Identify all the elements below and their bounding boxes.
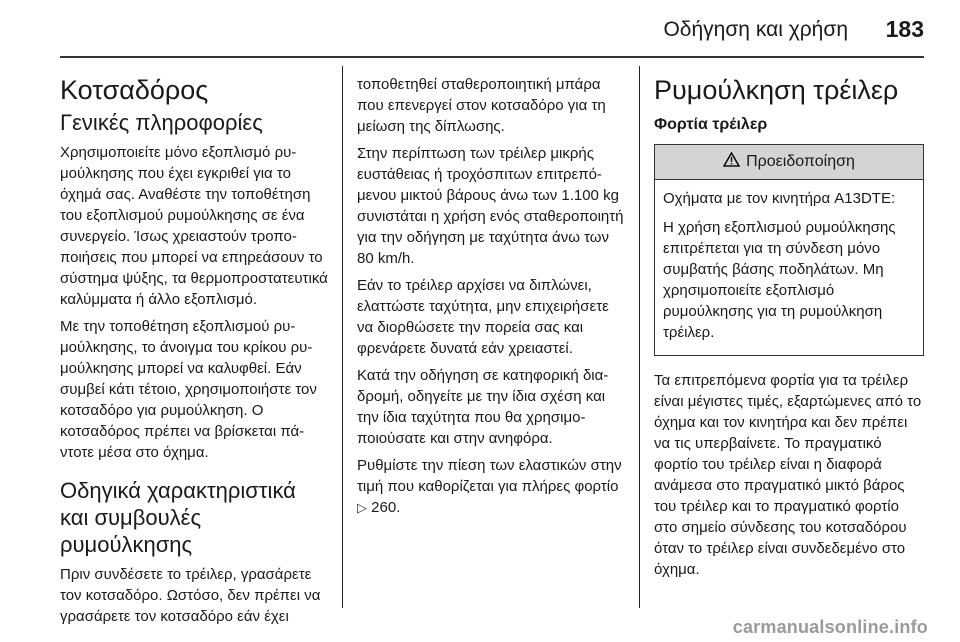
header-title: Οδήγηση και χρήση xyxy=(663,18,848,41)
paragraph: Τα επιτρεπόμενα φορτία για τα τρέιλερ είναι μέγιστες τιμές, εξαρτώμενες από το όχημα και τον κινητήρα και δεν πρέπει να τις υπερβαίνετε. Το πραγματικό φορτίο του τρέιλερ είναι η διαφορά ανάμεσα στο πραγματικό μικτό βάρος του τρέιλερ και το πραγματικό φορτίο στο σημείο σύνδεσης του κοτσαδόρου όταν το τρέιλερ είναι συνδεδεμένο στο όχημα. xyxy=(654,372,922,578)
subsection-heading: Γενικές πληροφορίες xyxy=(60,110,263,135)
column-2 xyxy=(357,74,627,524)
paragraph: Στην περίπτωση των τρέιλερ μικρής ευστάθειας ή τροχόσπιτων επιτρεπόμενου μικτού βάρους άνω των 1.100 kg συνιστάται η χρήση ενός σταθεροποιητή για την οδήγηση με ταχύτητα άνω των 80 km/h. xyxy=(357,145,624,267)
header-divider xyxy=(60,56,924,58)
subsection-heading: Οδηγικά χαρακτηριστικά και συμβουλές ρυμούλκησης xyxy=(60,478,296,557)
watermark: carmanualsonline.info xyxy=(732,617,928,637)
paragraph: Κατά την οδήγηση σε κατηφορική διαδρομή, οδηγείτε με την ίδια σχέση και την ίδια ταχύτητα που θα χρησιμοποιούσατε και στην ανηφόρα. xyxy=(357,367,609,447)
column-divider-2 xyxy=(639,66,640,608)
section-heading: Ρυμούλκηση τρέιλερ xyxy=(654,75,899,105)
paragraph: Εάν το τρέιλερ αρχίσει να διπλώνει, ελαττώστε ταχύτητα, μην επιχειρήσετε να διορθώσετε την πορεία σας και φρενάρετε δυνατά εάν χρειαστεί. xyxy=(357,277,609,357)
warning-triangle-icon xyxy=(723,152,740,172)
warning-body xyxy=(655,180,923,355)
warning-paragraph: Οχήματα με τον κινητήρα A13DTE: xyxy=(663,190,896,207)
paragraph: Χρησιμοποιείτε μόνο εξοπλισμό ρυμούλκησης που έχει εγκριθεί για το όχημά σας. Αναθέστε την τοποθέτηση του εξοπλισμού ρυμούλκησης σε ένα συνεργείο. Ίσως χρειαστούν τροποποιήσεις που μπορεί να επηρεάσουν το σύστημα ψύξης, τα θερμοπροστατευτικά καλύμματα ή άλλο εξοπλισμό. xyxy=(60,144,328,308)
paragraph: Πριν συνδέσετε το τρέιλερ, γρασάρετε τον κοτσαδόρο. Ωστόσο, δεν πρέπει να γρασάρετε τον κοτσαδόρο εάν έχει xyxy=(60,566,321,625)
section-heading: Κοτσαδόρος xyxy=(60,75,209,105)
paragraph xyxy=(357,455,627,518)
page-number: 183 xyxy=(885,16,924,42)
warning-box xyxy=(654,144,924,356)
warning-title: Προειδοποίηση xyxy=(746,153,855,170)
page-header xyxy=(0,0,960,56)
page-reference[interactable]: 260. xyxy=(371,499,401,516)
column-3 xyxy=(654,64,924,586)
column-1 xyxy=(60,64,330,633)
paragraph: Με την τοποθέτηση εξοπλισμού ρυμούλκησης, το άνοιγμα του κρίκου ρυμούλκησης μπορεί να καλυφθεί. Εάν συμβεί κάτι τέτοιο, χρησιμοποιήστε τον κοτσαδόρο για ρυμούλκηση. Ο κοτσαδόρος πρέπει να βρίσκεται πάντοτε μέσα στο όχημα. xyxy=(60,318,317,461)
paragraph: τοποθετηθεί σταθεροποιητική μπάρα που επενεργεί στον κοτσαδόρο για τη μείωση της δίπλωσης. xyxy=(357,76,606,135)
warning-paragraph: Η χρήση εξοπλισμού ρυμούλκησης επιτρέπεται για τη σύνδεση μόνο συμβατής βάσης ποδηλάτων. Μη χρησιμοποιείτε εξοπλισμό ρυμούλκησης για τη ρυμούλκηση τρέιλερ. xyxy=(663,219,896,341)
column-divider-1 xyxy=(342,66,343,608)
paragraph-text: Ρυθμίστε την πίεση των ελαστικών στην τιμή που καθορίζεται για πλήρες φορτίο xyxy=(357,457,622,495)
page-reference-arrow-icon: ▷ xyxy=(357,500,367,515)
subsection-heading: Φορτία τρέιλερ xyxy=(654,116,768,133)
warning-header xyxy=(655,145,923,180)
